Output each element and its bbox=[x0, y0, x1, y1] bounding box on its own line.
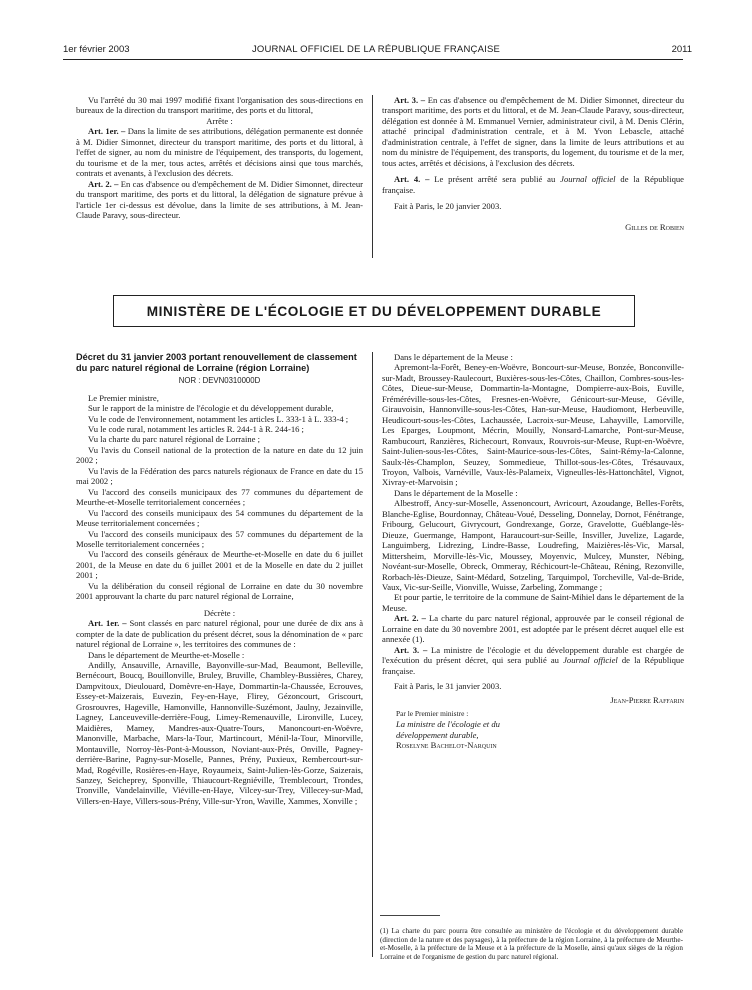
column-divider-bottom bbox=[372, 352, 373, 957]
visa: Vu l'accord des conseils municipaux des 57 communes du département de la Moselle territorialement concernées ; bbox=[76, 528, 363, 549]
decree-article-1 bbox=[76, 618, 363, 649]
visa: Vu le code rural, notamment les articles R. 244-1 à R. 244-16 ; bbox=[88, 424, 304, 434]
premier-ministre: Le Premier ministre, bbox=[88, 392, 159, 403]
communes-moselle: Albestroff, Ancy-sur-Moselle, Assenoncourt, Avricourt, Azoudange, Belles-Forêts, Blanche-Eglise, Bourdonnay, Château-Voué, Desseling, Donnelay, Dornot, Fénétrange, Fribourg, Gelucourt, Givrycourt, Gondrexange, Gorze, Gravelotte, Guéblange-lès-Dieuze, Guermange, Hampont, Haraucourt-sur-Seille, Insviller, Juvelize, Lagarde, Languimberg, Lidrezing, Lindre-Basse, Loudrefing, Maizières-lès-Vic, Marsal, Mittersheim, Morville-lès-Vic, Moussey, Moyenvic, Mulcey, Munster, Nébing, Novéant-sur-Moselle, Obreck, Ommeray, Réchicourt-le-Château, Réning, Rezonville, Rorbach-lès-Dieuze, Saint-Médard, Sotzeling, Tarquimpol, Torcheville, Val-de-Bride, Vaux, Vic-sur-Seille, Vionville, Wuisse, Zarbeling, Zommange ; bbox=[382, 498, 684, 592]
article-3-text: En cas d'absence ou d'empêchement de M. Didier Simonnet, directeur du transport maritime, des ports et du littoral, et de M. Jean-Claude Paravy, sous-directeur, délégation est donnée à M. Emmanuel Vernier, administrateur civil, à M. Denis Clérin, attaché principal d'administration centrale, et à M. Yvon Lebascle, attaché d'administration centrale, à l'effet de signer, dans la limite de leurs attributions et au nom du ministre de l'équipement, des transports, du logement, du tourisme et de la mer, tous actes, arrêtés et décisions, à l'exclusion des décrets. bbox=[382, 95, 685, 168]
ministre-title: La ministre de l'écologie et du développement durable, bbox=[396, 719, 500, 740]
departement-heading-mm: Dans le département de Meurthe-et-Moselle : bbox=[88, 649, 245, 660]
decree-right-column bbox=[382, 352, 684, 751]
decree-article-2-label: Art. 2. – bbox=[394, 613, 426, 624]
header-rule bbox=[63, 59, 683, 60]
decree-article-1-text: Sont classés en parc naturel régional, pour une durée de dix ans à compter de la date de publication du présent décret, sous la dénomination de « parc naturel régional de Lorraine », les territoires des communes de : bbox=[76, 618, 364, 650]
footnote-rule bbox=[380, 915, 440, 916]
decree-article-2 bbox=[382, 613, 684, 644]
column-divider-top bbox=[372, 95, 373, 258]
visa: Vu la charte du parc naturel régional de Lorraine ; bbox=[88, 434, 260, 445]
article-4-label: Art. 4. – bbox=[394, 174, 430, 185]
article-4-journal: Journal officiel bbox=[560, 174, 616, 185]
page-header bbox=[0, 44, 752, 58]
decree-article-3-journal: Journal officiel bbox=[563, 655, 618, 666]
decree-article-3-text-b: de la République française. bbox=[382, 655, 685, 676]
decree-article-3-text-a: La ministre de l'écologie et du développement durable est chargée de l'exécution du présent décret, qui sera publié au bbox=[382, 644, 684, 666]
visa: Vu l'avis de la Fédération des parcs naturels régionaux de France en date du 15 mai 2002 ; bbox=[76, 465, 363, 487]
article-3-label: Art. 3. – bbox=[394, 95, 426, 105]
decree-fait-a-paris: Fait à Paris, le 31 janvier 2003. bbox=[394, 681, 502, 692]
article-4 bbox=[382, 174, 684, 195]
header-date: 1er février 2003 bbox=[63, 44, 130, 55]
article-1-label: Art. 1er. – bbox=[88, 126, 126, 137]
communes-meurthe-et-moselle: Andilly, Ansauville, Arnaville, Bayonville-sur-Mad, Beaumont, Belleville, Bernécourt, Boucq, Bouillonville, Bruley, Bruville, Chambley-Bussières, Charey, Dampvitoux, Dieulouard, Domèvre-en-Haye, Dommartin-la-Chaussée, Ecrouves, Essey-et-Maizerais, Euvezin, Fey-en-Haye, Flirey, Gézoncourt, Griscourt, Grosrouvres, Hageville, Hamonville, Hannonville-Suzémont, Jaulny, Jezainville, Lagney, Lanceuveville-derrière-Foug, Limey-Remenauville, Lironville, Lucey, Maidières, Mamey, Mandres-aux-Quatre-Tours, Manoncourt-en-Woëvre, Manonville, Marbache, Mars-la-Tour, Martincourt, Ménil-la-Tour, Minorville, Montauville, Norroy-lès-Pont-à-Mousson, Noviant-aux-Prés, Onville, Pagney-derrière-Barine, Pagny-sur-Moselle, Pannes, Prény, Puxieux, Rembercourt-sur-Mad, Rogéville, Rosières-en-Haye, Royaumeix, Saint-Julien-lès-Gorze, Saizerais, Sanzey, Seicheprey, Sponville, Thiaucourt-Regniéville, Tremblecourt, Trondes, Tronville, Vandelainville, Viéville-en-Haye, Vilcey-sur-Trey, Villecey-sur-Mad, Villers-en-Haye, Villers-sous-Prény, Ville-sur-Yron, Waville, Xammes, Xonville ; bbox=[76, 659, 363, 806]
visa-text: Vu l'arrêté du 30 mai 1997 modifié fixant l'organisation des sous-directions en bureaux de la direction du transport maritime, des ports et du littoral, bbox=[76, 95, 363, 116]
par-le-premier-ministre: Par le Premier ministre : bbox=[396, 708, 469, 718]
footnote: (1) La charte du parc pourra être consultée au ministère de l'écologie et du développement durable (direction de la nature et des paysages), à la préfecture de la région Lorraine, à la préfecture de Meurthe-et-Moselle, à la préfecture de la Meuse et à la préfecture de la Moselle, ainsi qu'aux sièges de la région Lorraine et de l'organisme de gestion du parc naturel régional. bbox=[380, 927, 683, 961]
decree-article-1-label: Art. 1er. – bbox=[88, 618, 127, 629]
saint-mihiel-text: Et pour partie, le territoire de la commune de Saint-Mihiel dans le département de la Meuse. bbox=[382, 592, 684, 613]
arrete-heading: Arrête : bbox=[206, 115, 233, 126]
signature-premier-ministre: Jean-Pierre Raffarin bbox=[610, 694, 684, 705]
visa: Sur le rapport de la ministre de l'écologie et du développement durable, bbox=[88, 403, 334, 414]
article-2-label: Art. 2. – bbox=[88, 178, 119, 189]
article-4-text-b: de la République française. bbox=[382, 174, 684, 195]
decree-article-3-label: Art. 3. – bbox=[394, 644, 428, 655]
top-left-column bbox=[76, 95, 363, 220]
article-2-text: En cas d'absence ou d'empêchement de M. Didier Simonnet, directeur du transport maritime, des ports et du littoral, la délégation de signature prévue à l'article 1er ci-dessus est dévolue, dans la limite de ses attributions, à M. Jean-Claude Paravy, sous-directeur. bbox=[76, 178, 363, 220]
top-right-column bbox=[382, 95, 684, 232]
signature: Gilles de Robien bbox=[625, 221, 684, 232]
article-2 bbox=[76, 179, 363, 221]
visa: Vu l'accord des conseils municipaux des 54 communes du département de la Meuse territorialement concernées ; bbox=[76, 507, 363, 529]
header-page-number: 2011 bbox=[671, 44, 692, 55]
ministry-title: MINISTÈRE DE L'ÉCOLOGIE ET DU DÉVELOPPEMENT DURABLE bbox=[113, 295, 635, 327]
article-3 bbox=[382, 95, 684, 168]
departement-heading-meuse: Dans le département de la Meuse : bbox=[394, 352, 513, 362]
visa: Vu l'avis du Conseil national de la protection de la nature en date du 12 juin 2002 ; bbox=[76, 444, 363, 466]
decree-article-2-text: La charte du parc naturel régional, approuvée par le conseil régional de Lorraine en date du 30 novembre 2001, est adoptée par le présent décret auquel elle est annexée (1). bbox=[382, 613, 684, 645]
fait-a-paris: Fait à Paris, le 20 janvier 2003. bbox=[394, 201, 502, 212]
signature-ministre: Roselyne Bachelot-Narquin bbox=[396, 740, 497, 751]
decree-left-column bbox=[76, 352, 363, 806]
communes-meuse: Apremont-la-Forêt, Beney-en-Woëvre, Boncourt-sur-Meuse, Bonzée, Bonconville-sur-Madt, Broussey-Raulecourt, Buxières-sous-les-Côtes, Chaillon, Combres-sous-les-Côtes, Dieue-sur-Meuse, Dommartin-la-Montagne, Dompierre-aux-Bois, Euville, Fréméréville-sous-les-Côtes, Fresnes-en-Woëvre, Génicourt-sur-Meuse, Géville, Girauvoisin, Hannonville-sous-les-Côtes, Han-sur-Meuse, Haudiomont, Herbeuville, Heudicourt-sous-les-Côtes, Lachaussée, Lacroix-sur-Meuse, Lahayville, Lamorville, Les Eparges, Loupmont, Mécrin, Mouilly, Nonsard-Lamarche, Pont-sur-Meuse, Rambucourt, Ranzières, Richecourt, Ronvaux, Rouvrois-sur-Meuse, Rupt-en-Woëvre, Saint-Julien-sous-les-Côtes, Saint-Maurice-sous-les-Côtes, Saint-Rémy-la-Calonne, Saulx-lès-Champlon, Seuzey, Sommedieue, Thillot-sous-les-Côtes, Trésauvaux, Troyon, Valbois, Varnéville, Vaux-lès-Palameix, Vigneulles-lès-Hattonchâtel, Vignot, Xivray-et-Marvoisin ; bbox=[382, 362, 684, 488]
visa: Vu la délibération du conseil régional de Lorraine en date du 30 novembre 2001 approuvant la charte du parc naturel régional de Lorraine, bbox=[76, 580, 363, 602]
visa: Vu l'accord des conseils municipaux des 77 communes du département de Meurthe-et-Moselle territorialement concernées ; bbox=[76, 486, 363, 508]
header-journal-title: JOURNAL OFFICIEL DE LA RÉPUBLIQUE FRANÇAISE bbox=[251, 44, 501, 55]
departement-heading-moselle: Dans le département de la Moselle : bbox=[394, 487, 518, 498]
article-1 bbox=[76, 126, 363, 178]
decree-nor: NOR : DEVN0310000D bbox=[178, 376, 261, 386]
visa: Vu l'accord des conseils généraux de Meurthe-et-Moselle en date du 6 juillet 2001, de la Meuse en date du 6 juillet 2001 et de la Moselle en date du 2 juillet 2001 ; bbox=[76, 549, 363, 581]
decrete-heading: Décrète : bbox=[203, 607, 236, 618]
decree-title: Décret du 31 janvier 2003 portant renouvellement de classement du parc naturel régional de Lorraine (région Lorraine) bbox=[76, 352, 357, 373]
article-1-text: Dans la limite de ses attributions, délégation permanente est donnée à M. Didier Simonnet, directeur du transport maritime, des ports et du littoral, à l'effet de signer, au nom du ministre de l'équipement, des transports, du logement, du tourisme et de la mer, tous actes, arrêtés et décisions ainsi que tous marchés, contrats et avenants, à l'exclusion des décrets. bbox=[76, 126, 363, 179]
decree-article-3 bbox=[382, 645, 684, 676]
article-4-text-a: Le présent arrêté sera publié au bbox=[434, 174, 561, 185]
visa: Vu le code de l'environnement, notamment les articles L. 333-1 à L. 333-4 ; bbox=[88, 413, 349, 424]
